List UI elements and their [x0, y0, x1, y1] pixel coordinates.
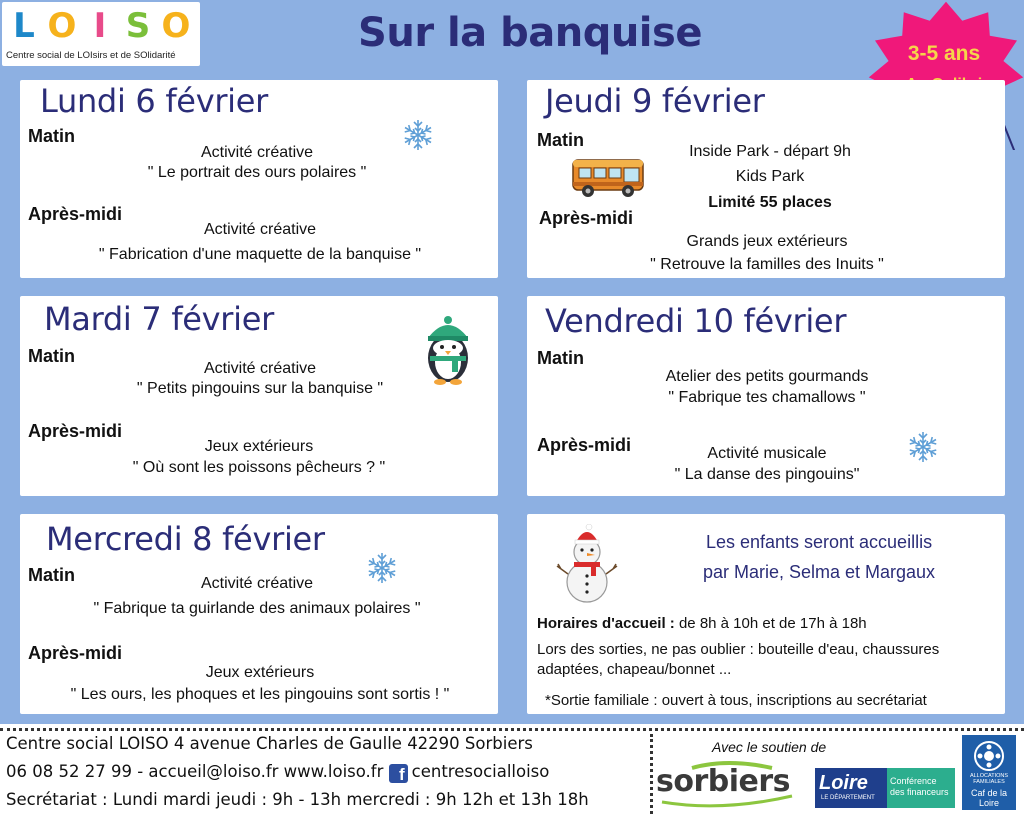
snowman-icon: [555, 524, 619, 606]
outings-note-1: Lors des sorties, ne pas oublier : bouteille d'eau, chaussures: [537, 641, 940, 658]
snowflake-icon: [905, 429, 941, 465]
activity-type: Activité créative: [200, 575, 314, 592]
afternoon-label: Après-midi: [28, 204, 123, 224]
footer-contact-text: 06 08 52 27 99 - accueil@loiso.fr www.loiso.fr: [6, 762, 389, 781]
activity-name: " Retrouve la familles des Inuits ": [650, 256, 884, 273]
hours-label: Horaires d'accueil :: [537, 615, 675, 632]
activity-name: " Fabrique tes chamallows ": [668, 389, 866, 406]
morning-label: Matin: [537, 130, 584, 150]
loiso-logo: [2, 2, 200, 66]
logo-letter: O: [161, 6, 191, 46]
sorbiers-wordmark: sorbiers: [656, 764, 791, 799]
day-card-vendredi: [527, 296, 1005, 496]
activity-name: " La danse des pingouins": [674, 466, 860, 483]
day-card-lundi: [20, 80, 498, 278]
day-card-mardi: [20, 296, 498, 496]
page-title: Sur la banquise: [358, 10, 702, 56]
day-card-mercredi: [20, 514, 498, 714]
snowflake-icon: [400, 117, 436, 153]
caf-bottom-text: Caf de la Loire: [970, 788, 1008, 808]
activity-name: " Fabrique ta guirlande des animaux polaires ": [93, 600, 421, 617]
afternoon-label: Après-midi: [539, 208, 634, 228]
loire-subtitle: LE DÉPARTEMENT: [821, 795, 875, 801]
footer-secretariat: Secrétariat : Lundi mardi jeudi : 9h - 13h mercredi : 9h 12h et 13h 18h: [6, 790, 589, 809]
facebook-icon: f: [389, 764, 408, 783]
activity-name: " Où sont les poissons pêcheurs ? ": [132, 459, 386, 476]
conference-financeurs: Conférence des financeurs: [887, 768, 955, 808]
logo-letter: I: [93, 6, 107, 46]
snowflake-icon: [364, 550, 400, 586]
facebook-handle: centresocialloiso: [411, 762, 550, 781]
logo-letter: L: [13, 6, 35, 46]
morning-label: Matin: [28, 346, 75, 366]
activity-limit: Limité 55 places: [708, 194, 832, 211]
info-card: [527, 514, 1005, 714]
afternoon-label: Après-midi: [28, 643, 123, 663]
footer-divider: [0, 728, 1024, 731]
activity-type: Grands jeux extérieurs: [686, 233, 848, 250]
badge-age: 3-5 ans: [907, 42, 981, 65]
morning-label: Matin: [28, 565, 75, 585]
activity-type: Jeux extérieurs: [205, 664, 315, 681]
logo-letter: S: [125, 6, 151, 46]
opening-hours: [537, 615, 867, 632]
hours-value: de 8h à 10h et de 17h à 18h: [674, 615, 867, 632]
family-outing-note: *Sortie familiale : ouvert à tous, inscriptions au secrétariat: [545, 692, 927, 709]
morning-label: Matin: [537, 348, 584, 368]
welcome-line-2: par Marie, Selma et Margaux: [702, 562, 936, 582]
day-title: Mardi 7 février: [44, 300, 275, 338]
activity-type: Activité créative: [203, 360, 317, 377]
activity-name: " Les ours, les phoques et les pingouins sont sortis ! ": [70, 686, 450, 703]
footer-address: Centre social LOISO 4 avenue Charles de Gaulle 42290 Sorbiers: [6, 734, 533, 753]
bus-icon: [571, 156, 647, 200]
afternoon-label: Après-midi: [537, 435, 632, 455]
logo-subtitle: Centre social de LOIsirs et de SOlidarité: [6, 50, 176, 61]
day-title: Vendredi 10 février: [545, 302, 847, 340]
day-title: Jeudi 9 février: [545, 82, 765, 120]
activity-type: Activité musicale: [707, 445, 827, 462]
activity-line: Kids Park: [735, 168, 805, 185]
loire-wordmark: Loire: [819, 772, 868, 794]
activity-type: Activité créative: [200, 144, 314, 161]
activity-name: " Petits pingouins sur la banquise ": [136, 380, 384, 397]
outings-note-2: adaptées, chapeau/bonnet ...: [537, 661, 732, 678]
activity-line: Inside Park - départ 9h: [689, 143, 851, 160]
logo-letters: [6, 6, 194, 46]
caf-emblem-icon: [971, 739, 1007, 773]
welcome-line-1: Les enfants seront accueillis: [705, 532, 933, 552]
day-title: Mercredi 8 février: [46, 520, 325, 558]
footer-contact: [6, 762, 549, 783]
day-card-jeudi: [527, 80, 1005, 278]
support-label: Avec le soutien de: [712, 739, 827, 755]
caf-top-text: ALLOCATIONS FAMILIALES: [969, 773, 1009, 785]
logo-letter: O: [47, 6, 77, 46]
sorbiers-logo: [652, 760, 797, 808]
activity-type: Jeux extérieurs: [204, 438, 314, 455]
penguin-icon: [418, 316, 478, 386]
caf-logo: [962, 735, 1016, 810]
afternoon-label: Après-midi: [28, 421, 123, 441]
activity-name: " Le portrait des ours polaires ": [147, 164, 367, 181]
morning-label: Matin: [28, 126, 75, 146]
loire-logo: [815, 768, 955, 808]
activity-name: " Fabrication d'une maquette de la banquise ": [98, 246, 422, 263]
day-title: Lundi 6 février: [40, 82, 269, 120]
activity-type: Activité créative: [203, 221, 317, 238]
activity-type: Atelier des petits gourmands: [665, 368, 869, 385]
sorbiers-swoosh-icon: [652, 760, 797, 808]
